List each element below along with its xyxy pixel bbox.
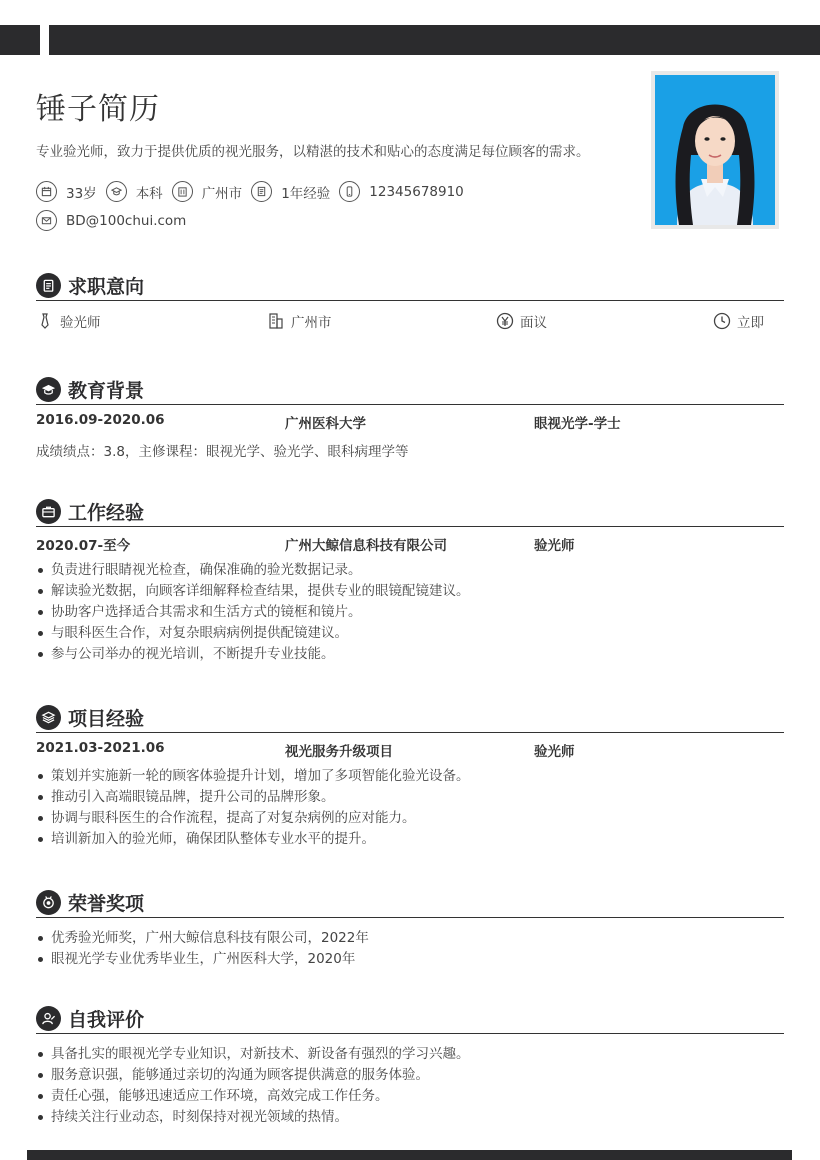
self-evaluation-section (36, 1006, 784, 1128)
list-item: 策划并实施新一轮的顾客体验提升计划，增加了多项智能化验光设备。 (36, 766, 784, 787)
intent-availability (713, 311, 764, 331)
project-section (36, 705, 784, 850)
education-item (106, 181, 163, 202)
list-item: 与眼科医生合作，对复杂眼病病例提供配镜建议。 (36, 623, 784, 644)
bottom-bar (27, 1150, 792, 1160)
profile-photo (651, 71, 779, 229)
building-icon (172, 181, 193, 202)
intent-city (267, 311, 332, 331)
education-date: 2016.09-2020.06 (36, 412, 165, 428)
email-text: BD@100chui.com (66, 212, 187, 229)
education-title: 教育背景 (68, 380, 145, 402)
age-item (36, 181, 97, 202)
graduation-cap-icon (36, 377, 61, 402)
self-evaluation-title: 自我评价 (68, 1009, 145, 1031)
phone-text: 12345678910 (369, 183, 464, 200)
graduation-cap-icon (106, 181, 127, 202)
top-bar-right (49, 25, 820, 55)
list-item: 眼视光学专业优秀毕业生，广州医科大学，2020年 (36, 949, 784, 970)
experience-item (251, 181, 330, 202)
work-list (36, 560, 784, 665)
list-item: 持续关注行业动态，时刻保持对视光领域的热情。 (36, 1107, 784, 1128)
phone-item (339, 181, 463, 202)
work-title: 工作经验 (68, 502, 145, 524)
intent-position (36, 311, 101, 331)
intent-position-text: 验光师 (60, 315, 101, 331)
work-role: 验光师 (534, 538, 575, 554)
education-text: 本科 (135, 185, 163, 202)
user-icon (36, 1006, 61, 1031)
list-item: 培训新加入的验光师，确保团队整体专业水平的提升。 (36, 829, 784, 850)
work-section (36, 499, 784, 665)
job-intent-section (36, 273, 784, 333)
email-icon (36, 210, 57, 231)
calendar-icon (36, 181, 57, 202)
list-item: 推动引入高端眼镜品牌，提升公司的品牌形象。 (36, 787, 784, 808)
list-item: 解读验光数据，向顾客详细解释检查结果，提供专业的眼镜配镜建议。 (36, 581, 784, 602)
education-school: 广州医科大学 (285, 416, 366, 432)
education-major: 眼视光学-学士 (534, 416, 621, 432)
intent-salary-text: 面议 (520, 315, 547, 331)
clipboard-icon (36, 273, 61, 298)
layers-icon (36, 705, 61, 730)
briefcase-icon (36, 499, 61, 524)
project-title: 项目经验 (68, 708, 145, 730)
intent-availability-text: 立即 (737, 315, 764, 331)
list-item: 具备扎实的眼视光学专业知识，对新技术、新设备有强烈的学习兴趣。 (36, 1044, 784, 1065)
education-section (36, 377, 784, 460)
education-detail: 成绩绩点：3.8，主修课程：眼视光学、验光学、眼科病理学等 (36, 444, 409, 460)
honors-section (36, 890, 784, 970)
honors-title: 荣誉奖项 (68, 893, 145, 915)
list-item: 优秀验光师奖，广州大鲸信息科技有限公司，2022年 (36, 928, 784, 949)
document-icon (251, 181, 272, 202)
project-name: 视光服务升级项目 (285, 744, 393, 760)
city-text: 广州市 (201, 185, 243, 202)
work-date: 2020.07-至今 (36, 538, 131, 554)
email-item (36, 210, 186, 231)
work-company: 广州大鲸信息科技有限公司 (285, 538, 447, 554)
resume-name: 锤子简历 (36, 92, 160, 127)
age-text: 33岁 (66, 185, 97, 202)
building-icon (267, 312, 285, 330)
project-list (36, 766, 784, 850)
intent-city-text: 广州市 (291, 315, 332, 331)
self-evaluation-list (36, 1044, 784, 1128)
list-item: 负责进行眼睛视光检查，确保准确的验光数据记录。 (36, 560, 784, 581)
experience-text: 1年经验 (281, 185, 331, 202)
list-item: 协调与眼科医生的合作流程，提高了对复杂病例的应对能力。 (36, 808, 784, 829)
contact-row (36, 210, 195, 231)
list-item: 协助客户选择适合其需求和生活方式的镜框和镜片。 (36, 602, 784, 623)
tie-icon (36, 312, 54, 330)
city-item (172, 181, 243, 202)
portrait-image (655, 75, 775, 225)
list-item: 参与公司举办的视光培训，不断提升专业技能。 (36, 644, 784, 665)
honors-list (36, 928, 784, 970)
project-date: 2021.03-2021.06 (36, 740, 165, 756)
list-item: 服务意识强，能够通过亲切的沟通为顾客提供满意的服务体验。 (36, 1065, 784, 1086)
job-intent-title: 求职意向 (68, 276, 145, 298)
top-bar-left (0, 25, 40, 55)
resume-summary: 专业验光师，致力于提供优质的视光服务，以精湛的技术和贴心的态度满足每位顾客的需求。 (36, 144, 590, 160)
project-role: 验光师 (534, 744, 575, 760)
yen-icon (496, 312, 514, 330)
clock-icon (713, 312, 731, 330)
phone-icon (339, 181, 360, 202)
basic-info-row (36, 181, 473, 202)
list-item: 责任心强，能够迅速适应工作环境，高效完成工作任务。 (36, 1086, 784, 1107)
intent-salary (496, 311, 547, 331)
medal-icon (36, 890, 61, 915)
